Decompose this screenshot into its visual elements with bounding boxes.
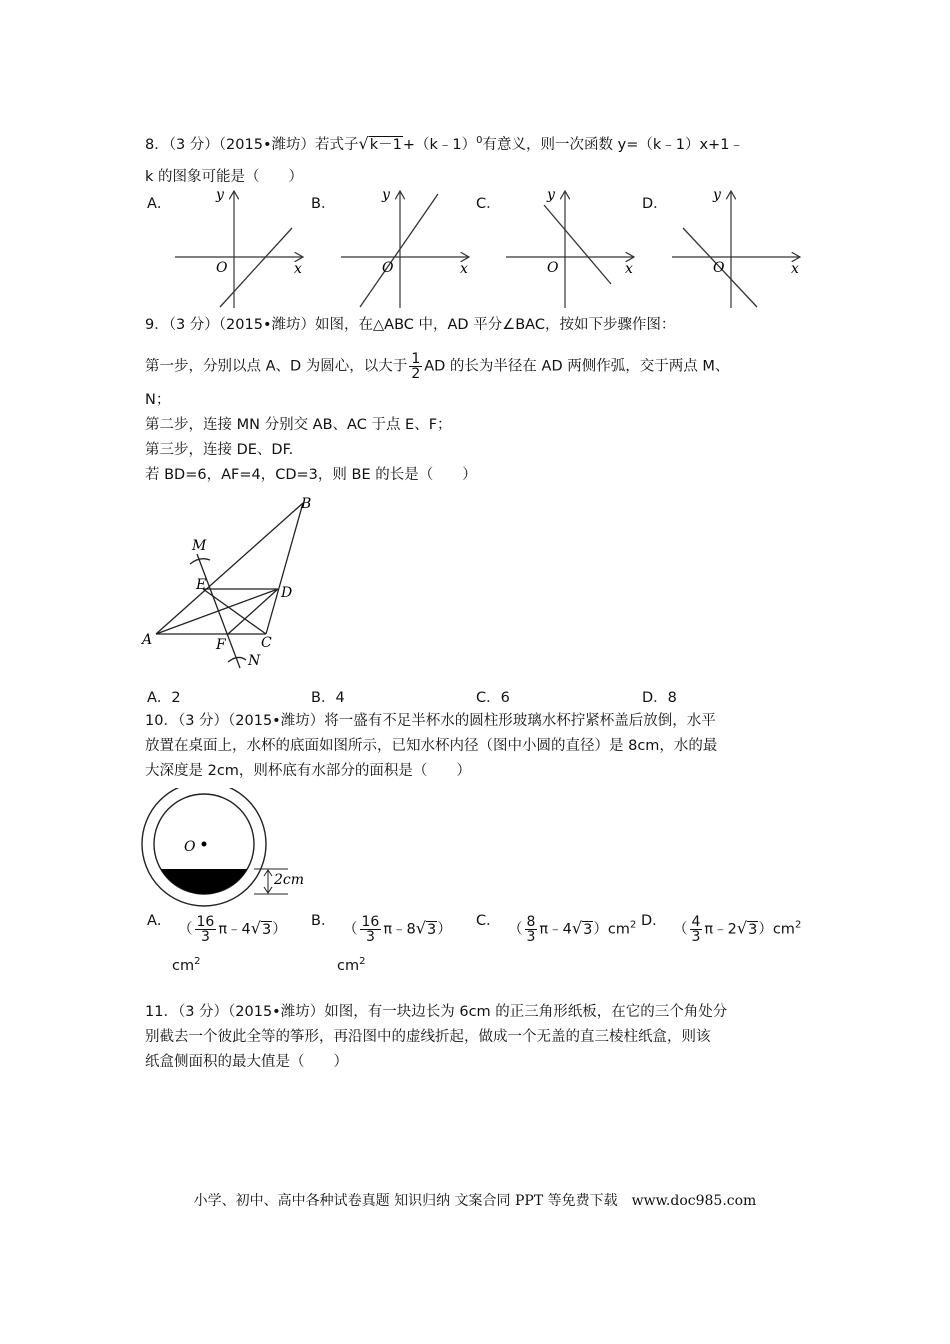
q10-option-a-label: A． bbox=[147, 913, 172, 929]
point-a-label: A bbox=[142, 632, 153, 648]
q8-graph-a bbox=[170, 183, 310, 313]
fraction-half: $\frac{1}{2}$ bbox=[411, 351, 421, 382]
point-c-label: C bbox=[261, 635, 272, 651]
origin-label: O bbox=[216, 260, 228, 276]
water-region bbox=[161, 869, 248, 894]
q10-line2: 放置在桌面上，水杯的底面如图所示，已知水杯内径（图中小圆的直径）是 8cm，水的最 bbox=[145, 738, 718, 754]
point-m-label: M bbox=[192, 538, 207, 554]
q10-option-d-label: D． bbox=[641, 913, 667, 929]
q9-answer-a: A．2 bbox=[147, 690, 181, 706]
q9-given: 若 BD=6，AF=4，CD=3，则 BE 的长是（ ） bbox=[145, 467, 477, 483]
q8-option-d-label: D． bbox=[642, 196, 668, 212]
q8-graph-b-line bbox=[360, 194, 438, 307]
q8-line1: 8．（3 分）（2015•潍坊）若式子√k－1+（k﹣1）$^0$有意义，则一次函数 y=（k﹣1）x+1﹣ bbox=[145, 133, 744, 153]
q10-option-c-expr: （ $\frac{8}{3}$ $\pi﹣4√3)cm^2$ bbox=[508, 914, 637, 945]
origin-label: O bbox=[547, 260, 559, 276]
point-n-label: N bbox=[248, 653, 261, 669]
q8-radicand: k－1 bbox=[369, 136, 402, 153]
center-o-label: O bbox=[184, 839, 196, 855]
depth-label: 2cm bbox=[274, 872, 305, 888]
q10-option-b-label: B． bbox=[311, 913, 336, 929]
q11-line1: 11．（3 分）（2015•潍坊）如图，有一块边长为 6cm 的正三角形纸板，在它的三个角处分 bbox=[145, 1004, 728, 1020]
x-axis-label: x bbox=[294, 261, 302, 277]
y-axis-label: y bbox=[216, 187, 224, 203]
q9-step2: 第二步，连接 MN 分别交 AB、AC 于点 E、F； bbox=[145, 417, 452, 433]
page-footer: 小学、初中、高中各种试卷真题 知识归纳 文案合同 PPT 等免费下载 www.doc985.com bbox=[193, 1193, 757, 1209]
q9-line1: 9．（3 分）（2015•潍坊）如图，在△ABC 中，AD 平分∠BAC，按如下步骤作图： bbox=[145, 317, 676, 333]
q9-answer-c: C．6 bbox=[476, 690, 510, 706]
q9-answer-b: B．4 bbox=[311, 690, 345, 706]
q8-graph-c bbox=[501, 183, 641, 313]
q9-triangle-figure bbox=[140, 492, 330, 674]
q8-option-c-label: C． bbox=[476, 196, 501, 212]
y-axis-label: y bbox=[713, 187, 721, 203]
origin-label: O bbox=[713, 260, 725, 276]
q8-option-a-label: A． bbox=[147, 196, 172, 212]
q9-step3: 第三步，连接 DE、DF. bbox=[145, 442, 294, 458]
q11-line3: 纸盒侧面积的最大值是（ ） bbox=[145, 1054, 348, 1070]
point-d-label: D bbox=[281, 585, 293, 601]
q8-option-b-label: B． bbox=[311, 196, 336, 212]
q8-line2: k 的图象可能是（ ） bbox=[145, 169, 304, 185]
origin-label: O bbox=[382, 260, 394, 276]
x-axis-label: x bbox=[625, 261, 633, 277]
q10-option-a-expr: （ $\frac{16}{3}$ π﹣4√3） bbox=[178, 914, 287, 945]
q10-option-b-unit: $cm^2$ bbox=[337, 956, 366, 974]
y-axis-label: y bbox=[547, 187, 555, 203]
q8-graph-b bbox=[336, 183, 476, 313]
point-f-label: F bbox=[216, 637, 226, 653]
q8-graph-d bbox=[667, 183, 807, 313]
q10-option-a-unit: $cm^2$ bbox=[172, 956, 201, 974]
q10-option-b-expr: （ $\frac{16}{3}$ π﹣8√3） bbox=[343, 914, 452, 945]
point-b-label: B bbox=[301, 496, 312, 512]
q9-step1-cont: N； bbox=[145, 392, 171, 408]
q11-line2: 别截去一个彼此全等的筝形，再沿图中的虚线折起，做成一个无盖的直三棱柱纸盒，则该 bbox=[145, 1029, 711, 1045]
q9-step1: 第一步，分别以点 A、D 为圆心，以大于 $\frac{1}{2}$ AD 的长为半径在 AD 两侧作弧，交于两点 M、 bbox=[145, 351, 730, 382]
y-axis-label: y bbox=[382, 187, 390, 203]
x-axis-label: x bbox=[791, 261, 799, 277]
q9-answer-d: D．8 bbox=[642, 690, 677, 706]
point-e-label: E bbox=[196, 577, 207, 593]
q10-option-c-label: C． bbox=[476, 913, 501, 929]
q10-line3: 大深度是 2cm，则杯底有水部分的面积是（ ） bbox=[145, 763, 471, 779]
q10-cup-figure bbox=[138, 788, 308, 908]
x-axis-label: x bbox=[460, 261, 468, 277]
q10-option-d-expr: （ $\frac{4}{3}$ $\pi﹣2√3)cm^2$ bbox=[673, 914, 802, 945]
q8-graph-a-line bbox=[220, 228, 292, 307]
q10-line1: 10．（3 分）（2015•潍坊）将一盛有不足半杯水的圆柱形玻璃水杯拧紧杯盖后放倒，水平 bbox=[145, 713, 716, 729]
